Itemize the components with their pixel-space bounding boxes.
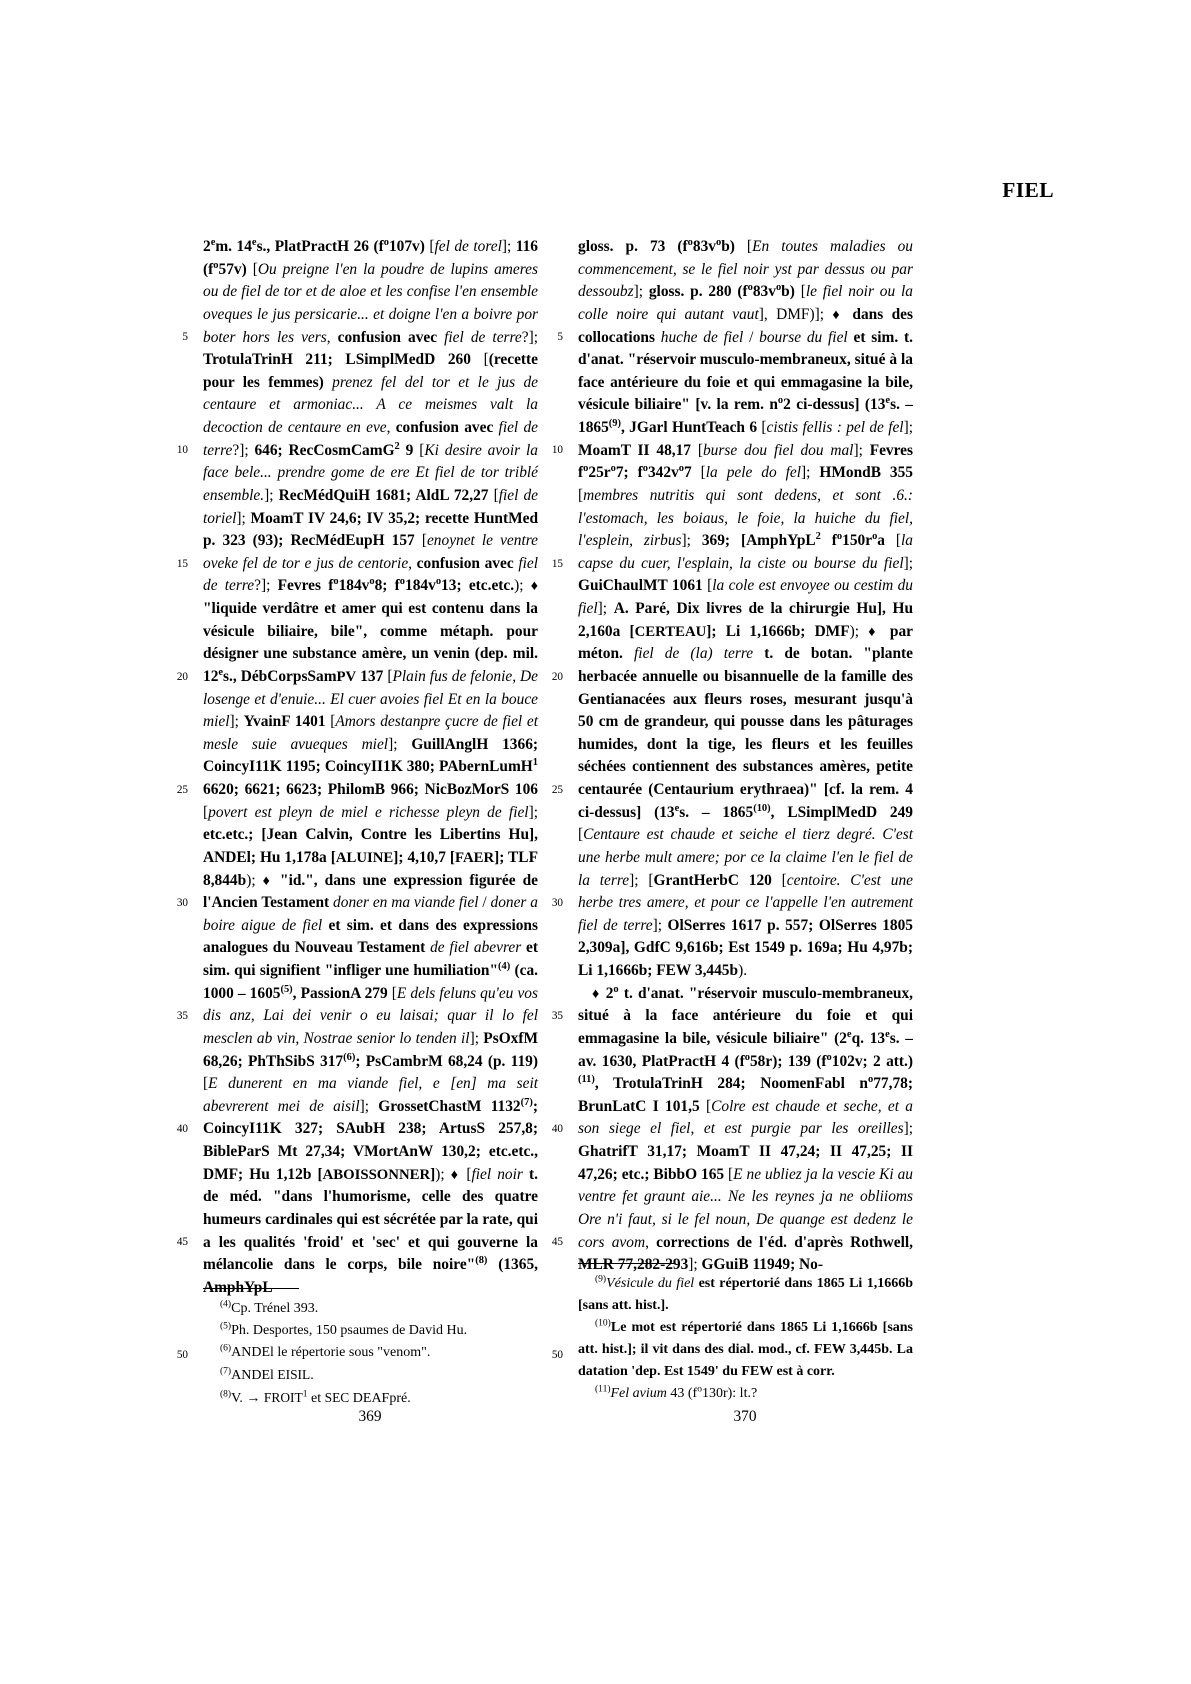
footnote-item: $^{(10)}$Le mot est répertorié dans 1865 Li 1,1666b [sans att. hist.]; il vit dans des dial. mod., cf. FEW 3,445b. La datation 'dep. Est 1549' du FEW est à corr. (578, 1318, 913, 1380)
line-number: 30 (551, 896, 563, 909)
line-number: 35 (551, 1009, 563, 1022)
footnote-text: ANDEl le répertorie sous "venom". (231, 1345, 431, 1361)
footnote-rule (578, 1263, 674, 1264)
line-number: 30 (176, 896, 188, 909)
left-column-body (203, 236, 538, 1299)
entry-paragraph: ♦ 2$^o$ t. d'anat. "réservoir musculo-membraneux, situé à la face antérieure du foie et qui emmagasine la bile, vésicule biliaire" (2eq. 13es. – av. 1630, PlatPractH 4 $(f^o58r)$; 139 ($f^o102v$; 2 att.)$^{(11)}$, TrotulaTrinH 284; NoomenFabl $n^o77,78$; BrunLatC I 101,5 [Colre est chaude et seche, et a son siege el fiel, et est purgie par les oreilles]; GhatrifT 31,17; MoamT II 47,24; II 47,25; II 47,26; etc.; BibbO 165 [E ne ubliez ja la vescie Ki au ventre fet graunt aie... Ne les reynes ja ne obliioms Ore n'i faut, si le fel noun, De quange est dedenz le cors avom, corrections de l'éd. d'après Rothwell, MLR 77,282-293]; GGuiB 11949; No- (578, 983, 914, 1274)
footnotes-left-column (203, 1288, 538, 1410)
line-number: 20 (551, 670, 563, 683)
line-number: 45 (551, 1235, 563, 1248)
footnote-marker: (8) (220, 1389, 232, 1400)
line-number: 15 (176, 557, 188, 570)
footnote-item: $^{(7)}$ANDEl EISIL. (220, 1366, 314, 1384)
footnote-item (203, 1342, 538, 1364)
footnote-marker: (11) (595, 1384, 611, 1395)
folio-right: 370 (733, 1408, 757, 1425)
line-number: 40 (176, 1122, 188, 1135)
line-number: 5 (557, 331, 563, 344)
footnote-item (203, 1298, 538, 1320)
footnote-marker: (5) (220, 1321, 232, 1332)
footnote-marker: (10) (595, 1318, 611, 1329)
line-number: 25 (176, 783, 188, 796)
running-head: FIEL (1002, 178, 1054, 202)
footnote-text: Cp. Trénel 393. (231, 1301, 319, 1316)
line-number: 10 (551, 444, 563, 457)
footnote-item (203, 1320, 538, 1342)
line-numbers-left-column (162, 236, 188, 1366)
footnote-text: Ph. Desportes, 150 psaumes de David Hu. (231, 1323, 468, 1339)
line-number: 45 (176, 1235, 188, 1248)
line-number: 35 (176, 1009, 188, 1022)
line-number: 20 (176, 670, 188, 683)
footnote-marker: (4) (220, 1299, 232, 1310)
entry-paragraph: gloss. p. 73 $(f^o83v^ob)$ [En toutes maladies ou commencement, se le fiel noir yst par dessus ou par dessoubz]; gloss. p. 280 $(f^o83v^ob)$ [le fiel noir ou la colle noire qui autant vaut], DMF)]; ♦ dans des collocations huche de fiel / bourse du fiel et sim. t. d'anat. "réservoir musculo-membraneux, situé à la face antérieure du foie et qui emmagasine la bile, vésicule biliaire" [v. la rem. $n^o2$ ci-dessus] (13es. – 1865$^{(9)}$, JGarl HuntTeach 6 [cistis fellis : pel de fel]; MoamT II 48,17 [burse dou fiel dou mal]; Fevres $f^o25r^o7$; $f^o342v^o7$ [la pele do fel]; HMondB 355 [membres nutritis qui sont dedens, et sont .6.: l'estomach, les boiaus, le foie, la huiche du fiel, l'esplein, zirbus]; 369; [AmphYpL$^2$ $f^o150r^oa$ [la capse du cuer, l'esplain, la ciste ou bourse du fiel]; GuiChaulMT 1061 [la cole est envoyee ou cestim du fiel]; A. Paré, Dix livres de la chirurgie Hu], Hu 2,160a [CERTEAU]; Li 1,1666b; DMF); ♦ par méton. fiel de (la) terre t. de botan. "plante herbacée annuelle ou bisannuelle de la famille des Gentianacées aux fleurs roses, mesurant jusqu'à 50 cm de grandeur, qui pousse dans les pâturages humides, dont la tige, les fleurs et les feuilles séchées contiennent des substances amères, petite centaurée (Centaurium erythraea)" [cf. la rem. 4 ci-dessus] (13es. – 1865$^{(10)}$, LSimplMedD 249 [Centaure est chaude et seiche el tierz degré. C'est une herbe mult amere; por ce la claime l'en le fiel de la terre]; [GrantHerbC 120 [centoire. C'est une herbe tres amere, et pour ce l'appelle l'en autrement fiel de terre]; OlSerres 1617 p. 557; OlSerres 1805 2,309a], GdfC 9,616b; Est 1549 p. 169a; Hu 4,97b; Li 1,1666b; FEW 3,445b). (578, 236, 914, 979)
line-number: 40 (551, 1122, 563, 1135)
footnote-item: $^{(8)}$V. → $FROIT^1$ et SEC DEAFpré. (220, 1389, 411, 1407)
footnote-rule (203, 1288, 299, 1289)
line-number: 10 (176, 444, 188, 457)
footnote-marker: (7) (220, 1366, 232, 1377)
footnote-marker: (6) (220, 1343, 232, 1354)
footnotes-right-column (578, 1263, 913, 1406)
line-number: 50 (176, 1348, 188, 1361)
entry-paragraph: 2em. 14es., PlatPractH 26 $(f^o107v)$ [fel de torel]; 116 $(f^o57v)$ [Ou preigne l'en la poudre de lupins ameres ou de fiel de tor et de aloe et les confise l'en ensemble oveques le jus persicarie... et doigne l'en a boivre por boter hors les vers, confusion avec fiel de terre?]; TrotulaTrinH 211; LSimplMedD 260 [(recette pour les femmes) prenez fel del tor et le jus de centaure et armoniac... A ce meismes valt la decoction de centaure en eve, confusion avec fiel de terre?]; 646; RecCosmCamG$^2$ 9 [Ki desire avoir la face bele... prendre gome de ere Et fiel de tor triblé ensemble.]; RecMédQuiH 1681; AldL 72,27 [fiel de toriel]; MoamT IV 24,6; IV 35,2; recette HuntMed p. 323 (93); RecMédEupH 157 [enoynet le ventre oveke fel de tor e jus de centorie, confusion avec fiel de terre?]; Fevres $f^o184v^o8$; $f^o184v^o13$; etc.etc.); ♦ "liquide verdâtre et amer qui est contenu dans la vésicule biliaire, bile", comme métaph. pour désigner une substance amère, un venin (dep. mil. 12es., DébCorpsSamPV 137 [Plain fus de felonie, De losenge et d'enuie... El cuer avoies fiel Et en la bouce miel]; YvainF 1401 [Amors destanpre çucre de fiel et mesle suie avueques miel]; GuillAnglH 1366; CoincyI11K 1195; CoincyII1K 380; PAbernLumH$^1$ 6620; 6621; 6623; PhilomB 966; NicBozMorS 106 [povert est pleyn de miel e richesse pleyn de fiel]; etc.etc.; [Jean Calvin, Contre les Libertins Hu], ANDEl; Hu 1,178a [ALUINE]; 4,10,7 [FAER]; TLF 8,844b); ♦ "id.", dans une expression figurée de l'Ancien Testament doner en ma viande fiel / doner a boire aigue de fiel et sim. et dans des expressions analogues du Nouveau Testament de fiel abevrer et sim. qui signifient "infliger une humiliation"$^{(4)}$ (ca. 1000 – 1605$^{(5)}$, PassionA 279 [E dels feluns qu'eu vos dis anz, Lai dei venir o eu laisai; quar il lo fel mesclen ab vin, Nostrae senior lo tenden il]; PsOxfM 68,26; PhThSibS 317$^{(6)}$; PsCambrM 68,24 (p. 119) [E dunerent en ma viande fiel, e [en] ma seit abevrerent mei de aisil]; GrossetChastM 1132$^{(7)}$; CoincyI11K 327; SAubH 238; ArtusS 257,8; BibleParS Mt 27,34; VMortAnW 130,2; etc.etc., DMF; Hu 1,12b [ABOISSONNER]); ♦ [fiel noir t. de méd. "dans l'humorisme, celle des quatre humeurs cardinales qui est sécrétée par la rate, qui a les qualités 'froid' et 'sec' et qui gouverne la mélancolie dans le corps, bile noire"$^{(8)}$ (1365, AmphYpL (203, 236, 539, 1296)
line-number: 5 (182, 331, 188, 344)
footnote-item: $^{(9)}$Vésicule du fiel est répertorié dans 1865 Li 1,1666b [sans att. hist.]. (578, 1274, 913, 1314)
footnote-marker: (9) (595, 1274, 607, 1285)
footnote-item: $^{(11)}$Fel avium 43 $(f^o130r)$: lt.? (595, 1384, 758, 1402)
right-column-body (578, 236, 913, 1277)
folio-left: 369 (358, 1408, 382, 1425)
line-number: 25 (551, 783, 563, 796)
line-number: 15 (551, 557, 563, 570)
line-numbers-right-column (537, 236, 563, 1366)
line-number: 50 (551, 1348, 563, 1361)
